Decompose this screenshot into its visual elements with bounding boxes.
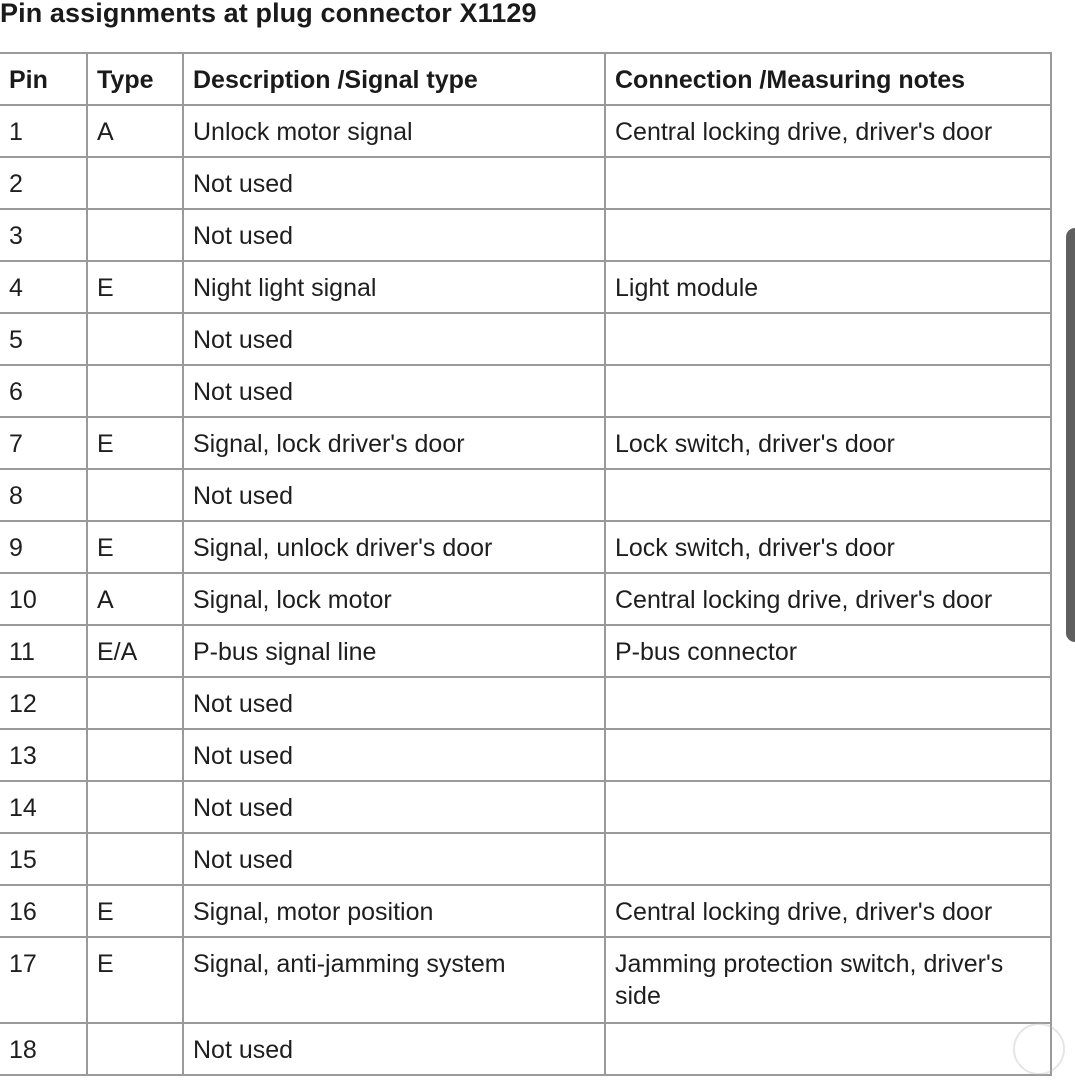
cell-description: Signal, motor position [183,885,605,937]
cell-description: Not used [183,209,605,261]
cell-type: E [87,417,183,469]
cell-connection [605,365,1051,417]
table-row [0,937,1051,1023]
cell-connection: Lock switch, driver's door [605,521,1051,573]
cell-connection [605,781,1051,833]
table-row [0,157,1051,209]
header-type: Type [87,53,183,105]
page-title: Pin assignments at plug connector X1129 [0,0,537,28]
cell-type [87,781,183,833]
cell-type [87,313,183,365]
cell-pin: 7 [0,417,87,469]
cell-description: Unlock motor signal [183,105,605,157]
cell-description: Signal, unlock driver's door [183,521,605,573]
cell-connection: Central locking drive, driver's door [605,885,1051,937]
cell-description: Signal, anti-jamming system [183,937,605,1023]
cell-description: Not used [183,469,605,521]
cell-pin: 14 [0,781,87,833]
cell-connection [605,833,1051,885]
cell-pin: 3 [0,209,87,261]
table-row [0,365,1051,417]
cell-description: Signal, lock motor [183,573,605,625]
cell-type: E [87,885,183,937]
cell-pin: 4 [0,261,87,313]
cell-connection [605,313,1051,365]
cell-type: E [87,521,183,573]
table-row [0,885,1051,937]
cell-pin: 16 [0,885,87,937]
table-row [0,313,1051,365]
table-row [0,105,1051,157]
table-row [0,209,1051,261]
cell-type [87,833,183,885]
cell-pin: 13 [0,729,87,781]
cell-description: Not used [183,781,605,833]
cell-description: Night light signal [183,261,605,313]
cell-pin: 1 [0,105,87,157]
cell-connection [605,209,1051,261]
cell-type [87,469,183,521]
table-header-row [0,53,1051,105]
table-row [0,261,1051,313]
cell-type: A [87,573,183,625]
cell-pin: 15 [0,833,87,885]
cell-connection [605,157,1051,209]
cell-type: E/A [87,625,183,677]
cell-connection [605,729,1051,781]
table-row [0,417,1051,469]
cell-pin: 12 [0,677,87,729]
cell-pin: 10 [0,573,87,625]
cell-type [87,365,183,417]
cell-type [87,729,183,781]
table-row [0,573,1051,625]
cell-description: Not used [183,729,605,781]
cell-connection [605,469,1051,521]
cell-description: Not used [183,365,605,417]
cell-connection: Light module [605,261,1051,313]
cell-type: E [87,937,183,1023]
table-row [0,521,1051,573]
vertical-scrollbar[interactable] [1066,228,1075,642]
cell-type [87,677,183,729]
table-row [0,1023,1051,1075]
cell-type: A [87,105,183,157]
table-row [0,625,1051,677]
cell-connection [605,677,1051,729]
cell-type [87,157,183,209]
pin-assignment-table [0,52,1052,1076]
cell-pin: 18 [0,1023,87,1075]
table-row [0,677,1051,729]
cell-pin: 6 [0,365,87,417]
cell-connection: Jamming protection switch, driver's side [605,937,1051,1023]
cell-connection: Central locking drive, driver's door [605,573,1051,625]
cell-type [87,1023,183,1075]
cell-connection: Lock switch, driver's door [605,417,1051,469]
header-pin: Pin [0,53,87,105]
table-row [0,833,1051,885]
header-description: Description /Signal type [183,53,605,105]
cell-pin: 5 [0,313,87,365]
cell-description: Not used [183,1023,605,1075]
cell-connection [605,1023,1051,1075]
cell-type [87,209,183,261]
cell-description: Not used [183,833,605,885]
table-row [0,469,1051,521]
header-connection: Connection /Measuring notes [605,53,1051,105]
cell-description: P-bus signal line [183,625,605,677]
cell-description: Not used [183,677,605,729]
cell-pin: 8 [0,469,87,521]
cell-pin: 9 [0,521,87,573]
cell-type: E [87,261,183,313]
cell-description: Not used [183,157,605,209]
cell-connection: Central locking drive, driver's door [605,105,1051,157]
cell-pin: 11 [0,625,87,677]
table-row [0,729,1051,781]
cell-description: Not used [183,313,605,365]
cell-description: Signal, lock driver's door [183,417,605,469]
cell-connection: P-bus connector [605,625,1051,677]
table-row [0,781,1051,833]
cell-pin: 17 [0,937,87,1023]
watermark-logo [1013,1023,1065,1075]
cell-pin: 2 [0,157,87,209]
